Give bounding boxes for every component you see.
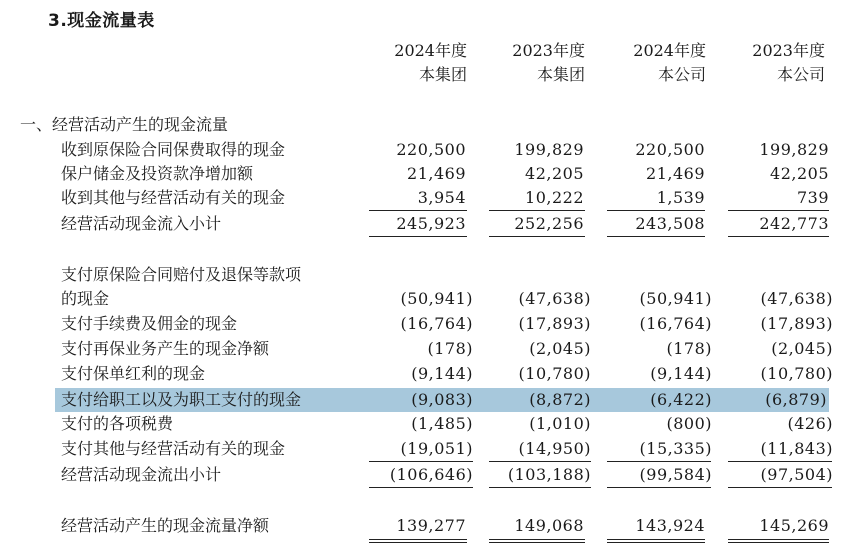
table-row [0,186,851,210]
cell-value: (8,872) [529,390,591,409]
subtotal-rule [728,487,832,488]
row-label: 经营活动现金流出小计 [61,465,222,484]
subtotal-rule [489,236,585,237]
row-label: 支付给职工以及为职工支付的现金 [61,390,302,409]
col-header-4-entity: 本公司 [776,65,825,84]
cell-value: 10,222 [525,188,584,207]
cell-value: 42,205 [525,164,584,183]
cell-value: (47,638) [518,289,591,308]
cell-value: (6,879) [765,390,827,409]
cell-value: (103,188) [507,465,591,484]
cell-value: (17,893) [760,314,833,333]
row-label: 经营活动产生的现金流量净额 [61,516,270,535]
cell-value: 21,469 [646,164,705,183]
row-label: 支付的各项税费 [61,414,174,433]
page-title: 3.现金流量表 [48,11,155,31]
cell-value: (178) [427,339,473,358]
row-label: 经营活动现金流入小计 [61,214,222,233]
cell-value: (178) [666,339,712,358]
total-rule [369,539,467,540]
cell-value: 242,773 [759,214,829,233]
cell-value: 199,829 [759,140,829,159]
table-row [0,263,851,287]
subtotal-row [0,463,851,487]
cell-value: 739 [796,188,829,207]
subtotal-rule [369,487,473,488]
subtotal-row [0,212,851,236]
cell-value: (14,950) [518,439,591,458]
cell-value: (15,335) [639,439,712,458]
subtotal-rule [489,210,585,211]
cell-value: 143,924 [635,516,705,535]
cell-value: (17,893) [518,314,591,333]
table-row [0,287,851,311]
subtotal-rule [607,236,705,237]
cell-value: 245,923 [396,214,466,233]
col-header-4-year: 2023年度 [752,41,825,60]
cell-value: (9,083) [411,390,473,409]
subtotal-rule [369,210,467,211]
cell-value: 149,068 [514,516,584,535]
subtotal-rule [369,236,467,237]
total-rule [489,542,585,543]
cell-value: 21,469 [407,164,466,183]
col-header-2-year: 2023年度 [512,41,585,60]
row-label: 收到原保险合同保费取得的现金 [61,140,286,159]
total-rule [728,539,829,540]
row-label: 支付再保业务产生的现金净额 [61,339,270,358]
subtotal-rule [607,487,711,488]
total-rule [607,542,705,543]
subtotal-rule [728,236,829,237]
cell-value: (50,941) [639,289,712,308]
row-label: 保户储金及投资款净增加额 [61,164,254,183]
col-header-1-year: 2024年度 [394,41,467,60]
total-rule [369,542,467,543]
total-rule [489,539,585,540]
cell-value: (2,045) [529,339,591,358]
section-heading-row [0,113,851,137]
col-header-1-entity: 本集团 [418,65,467,84]
cell-value: (9,144) [411,364,473,383]
table-row [0,337,851,361]
row-label: 支付保单红利的现金 [61,364,206,383]
cell-value: (1,010) [529,414,591,433]
total-rule [728,542,829,543]
cell-value: (10,780) [760,364,833,383]
row-label: 支付其他与经营活动有关的现金 [61,439,286,458]
cell-value: (97,504) [760,465,833,484]
table-row [0,138,851,162]
col-header-3-entity: 本公司 [657,65,706,84]
cell-value: 220,500 [396,140,466,159]
cell-value: (106,646) [389,465,473,484]
cell-value: (2,045) [771,339,833,358]
subtotal-rule [489,461,591,462]
subtotal-rule [369,461,473,462]
col-header-3-year: 2024年度 [633,41,706,60]
cell-value: 220,500 [635,140,705,159]
cell-value: 42,205 [770,164,829,183]
subtotal-rule [489,487,591,488]
cell-value: 252,256 [514,214,584,233]
cell-value: (47,638) [760,289,833,308]
cell-value: 199,829 [514,140,584,159]
cell-value: (10,780) [518,364,591,383]
cell-value: (19,051) [400,439,473,458]
cell-value: 139,277 [396,516,466,535]
table-row [0,362,851,386]
cell-value: (16,764) [400,314,473,333]
col-header-2-entity: 本集团 [536,65,585,84]
table-row [0,412,851,436]
cell-value: (9,144) [650,364,712,383]
highlighted-row[interactable] [55,388,829,412]
cell-value: (50,941) [400,289,473,308]
cell-value: (16,764) [639,314,712,333]
row-label: 支付原保险合同赔付及退保等款项 [61,265,302,284]
total-rule [607,539,705,540]
table-row [0,312,851,336]
row-label: 收到其他与经营活动有关的现金 [61,188,286,207]
subtotal-rule [728,210,829,211]
section-heading: 一、经营活动产生的现金流量 [20,115,229,134]
table-row [0,437,851,461]
cell-value: (99,584) [639,465,712,484]
subtotal-rule [607,461,711,462]
row-label: 支付手续费及佣金的现金 [61,314,238,333]
subtotal-rule [607,210,705,211]
subtotal-rule [728,461,832,462]
row-label: 的现金 [61,289,110,308]
cell-value: (1,485) [411,414,473,433]
net-total-row [0,514,851,538]
table-row [0,162,851,186]
cell-value: 145,269 [759,516,829,535]
cell-value: (800) [666,414,712,433]
cell-value: 3,954 [417,188,466,207]
cell-value: 243,508 [635,214,705,233]
cell-value: (426) [787,414,833,433]
cell-value: (11,843) [760,439,833,458]
cell-value: (6,422) [650,390,712,409]
cell-value: 1,539 [656,188,705,207]
